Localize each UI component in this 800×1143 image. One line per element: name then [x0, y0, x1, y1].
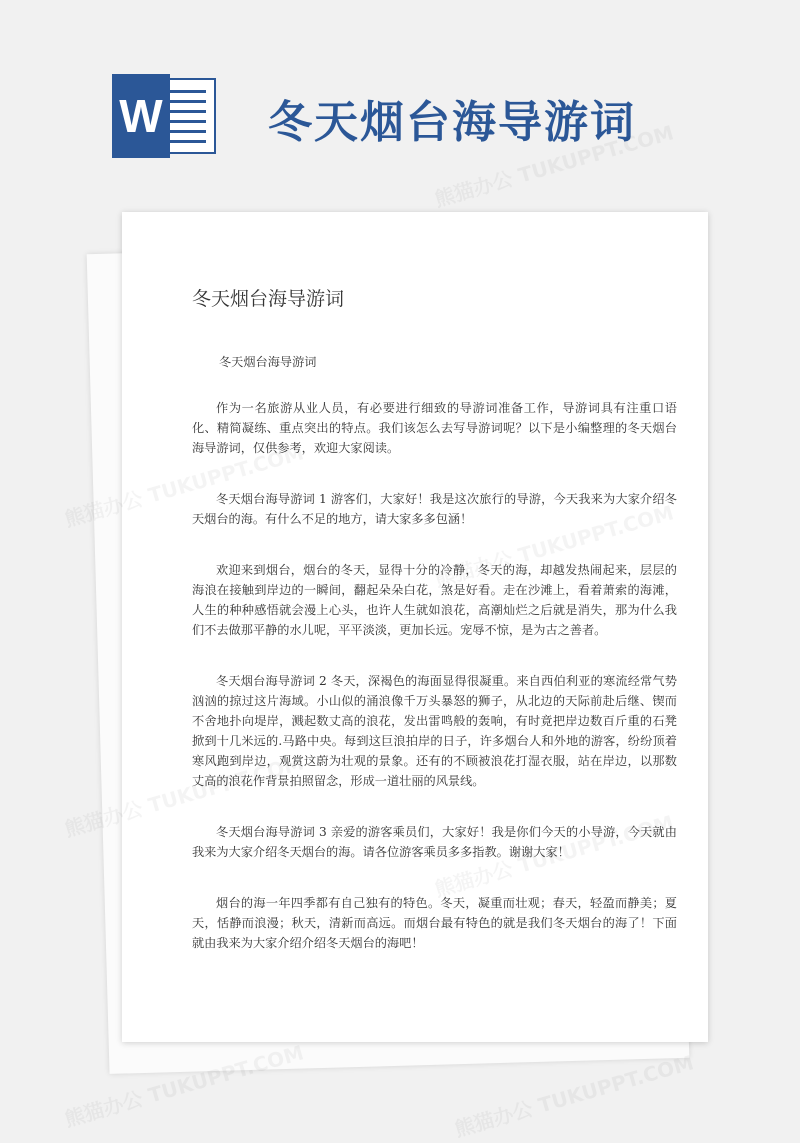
document-body	[192, 352, 677, 984]
header	[0, 0, 800, 200]
word-icon	[112, 74, 218, 158]
header-title: 冬天烟台海导游词	[268, 97, 636, 148]
paragraph-seasons: 烟台的海一年四季都有自己独有的特色。冬天，凝重而壮观；春天，轻盈而静美；夏天，恬静而浪漫；秋天，清新而高远。而烟台最有特色的就是我们冬天烟台的海了！下面就由我来为大家介绍介绍冬天烟台的海吧！	[192, 896, 677, 950]
word-icon-badge: W	[112, 74, 170, 158]
document-page	[122, 212, 708, 1042]
document-subtitle: 冬天烟台海导游词	[219, 355, 317, 369]
paragraph-guide-2: 冬天烟台海导游词 2 冬天，深褐色的海面显得很凝重。来自西伯利亚的寒流经常气势汹汹的掠过这片海域。小山似的涌浪像千万头暴怒的狮子，从北边的天际前赴后继、锲而不舍地扑向堤岸，溅起数丈高的浪花，发出雷鸣般的轰响，有时竟把岸边数百斤重的石凳掀到十几米远的.马路中央。每到这巨浪拍岸的日子，许多烟台人和外地的游客，纷纷顶着寒风跑到岸边，观赏这蔚为壮观的景象。还有的不顾被浪花打湿衣服，站在岸边，以那数丈高的浪花作背景拍照留念，形成一道壮丽的风景线。	[192, 674, 677, 788]
document-title: 冬天烟台海导游词	[192, 288, 345, 310]
paragraph-welcome: 欢迎来到烟台，烟台的冬天，显得十分的冷静，冬天的海，却越发热闹起来，层层的海浪在接触到岸边的一瞬间，翻起朵朵白花，煞是好看。走在沙滩上，看着萧索的海滩，人生的种种感悟就会漫上心头，也许人生就如浪花，高潮灿烂之后就是消失，那为什么我们不去做那平静的水儿呢，平平淡淡，更加长远。宠辱不惊，是为古之善者。	[192, 563, 677, 637]
paragraph-guide-3: 冬天烟台海导游词 3 亲爱的游客乘员们，大家好！我是你们今天的小导游，今天就由我来为大家介绍冬天烟台的海。请各位游客乘员多多指教。谢谢大家！	[192, 825, 677, 859]
paragraph-intro: 作为一名旅游从业人员，有必要进行细致的导游词准备工作，导游词具有注重口语化、精简凝练、重点突出的特点。我们该怎么去写导游词呢？以下是小编整理的冬天烟台海导游词，仅供参考，欢迎大家阅读。	[192, 401, 677, 455]
paragraph-guide-1: 冬天烟台海导游词 1 游客们，大家好！我是这次旅行的导游，今天我来为大家介绍冬天烟台的海。有什么不足的地方，请大家多多包涵！	[192, 492, 677, 526]
